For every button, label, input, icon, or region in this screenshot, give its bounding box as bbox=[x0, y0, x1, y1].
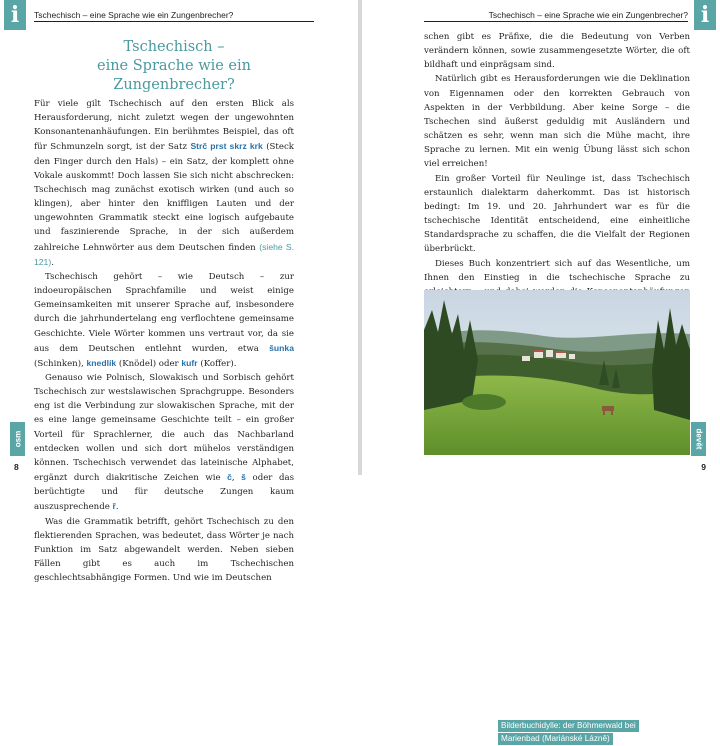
czech-letter: č bbox=[227, 472, 232, 483]
paragraph: Für viele gilt Tschechisch auf den ersten Blick als Herausforderung, nicht zuletzt wegen der ungewohnten Konsonantenanhäufungen. Ein berühmtes Beispiel, das oft für Schmunzeln sorgt, ist der Satz Strč prst skrz krk (Steck den Finger durch den Hals) – ein Satz, der komplett ohne Vokale auskommt! Doch lassen Sie sich nicht abschrecken: Tschechisch mag zunächst exotisch wirken (und auch so klingen), aber hinter den kniffligen Lauten und der ungewohnten Grammatik steckt eine logisch aufgebaute und faszinierende Sprache, in der sich außerdem zahlreiche Lehnwörter aus dem Deutschen finden (siehe S. 121). bbox=[34, 99, 294, 268]
page-number-left: 8 bbox=[14, 462, 19, 472]
czech-letter: ř bbox=[112, 501, 116, 512]
photo-caption-line-1: Bilderbuchidylle: der Böhmerwald bei bbox=[498, 720, 639, 732]
paragraph: Natürlich gibt es Herausforderungen wie die Deklination von Eigennamen oder den korrekten Gebrauch von Aspekten in der Verbbildung. Aber keine Sorge – die Tschechen sind äußerst geduldig mit Ausländern und schätzen es sehr, wenn man sich die Mühe macht, ihre Sprache zu lernen. Mit ein wenig Übung lässt sich schon viel erreichen! bbox=[424, 74, 690, 170]
header-rule-right bbox=[424, 21, 688, 22]
paragraph: Was die Grammatik betrifft, gehört Tschechisch zu den flektierenden Sprachen, was bedeutet, dass Wörter je nach Funktion im Satz abgewandelt werden. Neben sieben Fällen gibt es auch im Tschechischen geschlechtsabhängige Formen. Und wie im Deutschen bbox=[34, 516, 294, 584]
landscape-photo-image bbox=[424, 290, 690, 455]
czech-term: kufr bbox=[181, 357, 198, 368]
left-page bbox=[0, 0, 358, 584]
czech-term: Strč prst skrz krk bbox=[190, 141, 263, 152]
chapter-title-line-2: eine Sprache wie ein Zungenbrecher? bbox=[97, 58, 251, 93]
info-icon: i bbox=[4, 0, 26, 30]
chapter-title bbox=[34, 38, 314, 95]
paragraph: Dieses Buch konzentriert sich auf das Wesentliche, um Ihnen den Einstieg in die tschechische Sprache zu bbox=[424, 258, 690, 283]
right-page bbox=[362, 0, 720, 743]
landscape-photo bbox=[424, 290, 690, 743]
page-number-right: 9 bbox=[701, 462, 706, 472]
czech-term: knedlík bbox=[86, 357, 117, 368]
photo-caption-line-2: Marienbad (Mariánské Lázně) bbox=[498, 733, 613, 745]
page-reference-link[interactable]: (siehe S. 121) bbox=[34, 241, 294, 267]
chapter-title-line-1: Tschechisch – bbox=[123, 39, 225, 55]
running-header-left: Tschechisch – eine Sprache wie ein Zungenbrecher? bbox=[34, 10, 234, 20]
header-rule-left bbox=[34, 21, 314, 22]
paragraph: schen gibt es Präfixe, die die Bedeutung von Verben verändern können, sowie zusammengesetzte Wörter, die oft bildhaft und einprägsam sind. bbox=[424, 32, 690, 71]
photo-caption bbox=[498, 720, 639, 746]
info-icon: i bbox=[694, 0, 716, 30]
running-header-right: Tschechisch – eine Sprache wie ein Zungenbrecher? bbox=[488, 10, 688, 20]
left-body-text bbox=[34, 97, 294, 585]
paragraph: Genauso wie Polnisch, Slowakisch und Sorbisch gehört Tschechisch zur westslawischen Sprachgruppe. Besonders eng ist die Verbindung zur slowakischen Sprache, mit der es eine lange gemeinsame Geschichte teilt – ein großer Vorteil für Sprachlerner, die auch das Nachbarland entdecken wollen und sich dort mühelos verständigen können. Tschechisch verwendet das lateinische Alphabet, ergänzt durch diakritische Zeichen wie č, š oder das berüchtigte und für deutsche Zungen kaum auszusprechende ř. bbox=[34, 372, 294, 513]
czech-letter: š bbox=[241, 472, 246, 483]
side-tab-left: osm bbox=[10, 422, 25, 456]
czech-term: šunka bbox=[269, 342, 294, 353]
paragraph: Tschechisch gehört – wie Deutsch – zur indoeuropäischen Sprachfamilie und weist einige Gemeinsamkeiten mit unserer Sprache auf, insbesondere durch die jahrhundertelang eng verflochtene gemeinsame Geschichte. Viele Wörter kommen uns vertraut vor, da sie aus dem Deutschen entlehnt wurden, etwa šunka (Schinken), knedlík (Knödel) oder kufr (Koffer). bbox=[34, 271, 294, 369]
paragraph: Ein großer Vorteil für Neulinge ist, dass Tschechisch erstaunlich dialektarm daherkommt. Das ist historisch bedingt: Im 19. und 20. Jahrhundert war es für die tschechische Identität entscheidend, eine einheitliche Standardsprache zu schaffen, die die Vielfalt der Regionen überbrückt. bbox=[424, 173, 690, 255]
right-body-text bbox=[424, 30, 690, 327]
side-tab-right: devět bbox=[691, 422, 706, 456]
